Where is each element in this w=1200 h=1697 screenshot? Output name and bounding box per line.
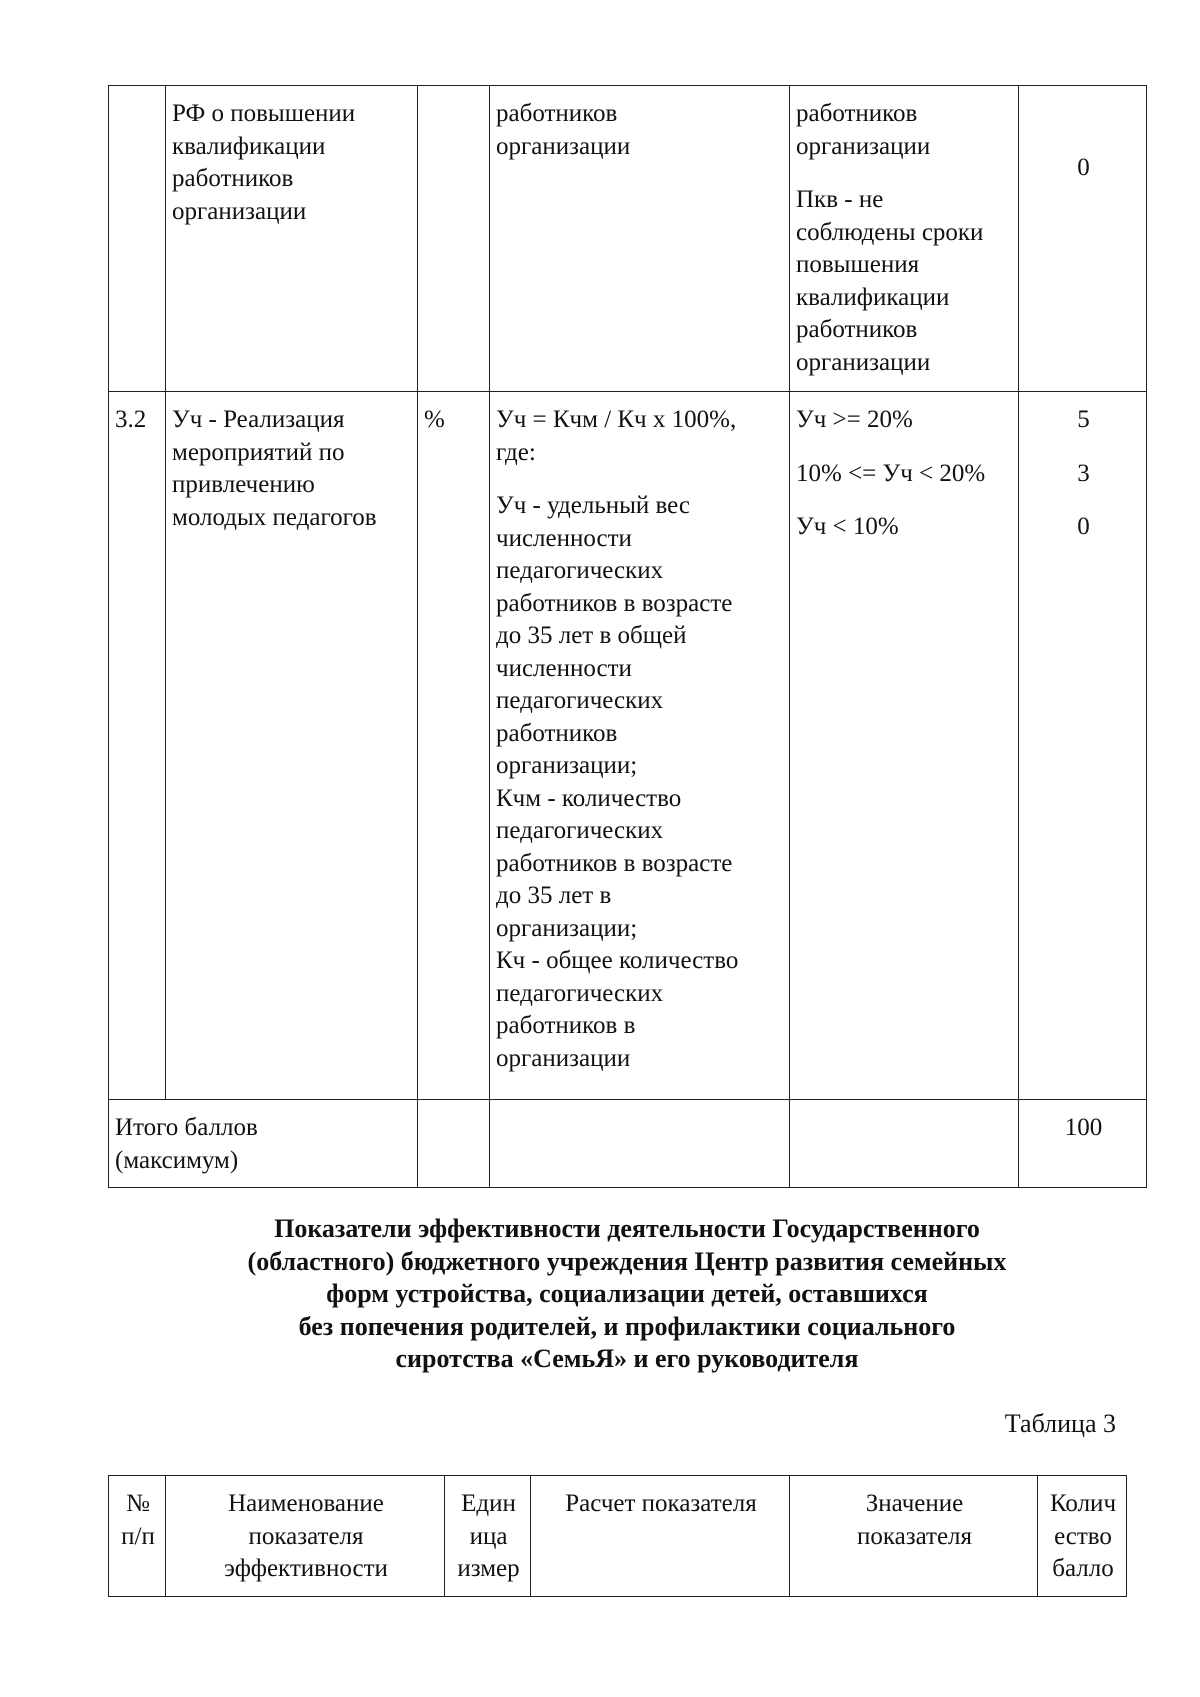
header-num: № п/п [109,1476,166,1597]
table-3-header [108,1475,1127,1597]
unit-cell [418,1100,490,1188]
row-num-cell: 3.2 [109,392,166,1100]
header-value: Значение показателя [790,1476,1038,1597]
heading-line: без попечения родителей, и профилактики социального [298,1311,956,1341]
value-line: Пкв - не соблюдены сроки повышения квалификации работников организации [796,186,984,376]
section-heading [108,1213,1146,1376]
score-cell [1019,392,1147,1100]
score-line: 0 [1077,153,1090,181]
value-cell [790,86,1019,392]
value-line: Уч >= 20% [796,406,913,433]
total-score-cell: 100 [1019,1100,1147,1188]
table-row-total [109,1100,1147,1188]
score-line: 0 [1077,513,1090,540]
value-line: 10% <= Уч < 20% [796,459,986,487]
table-number-label: Таблица 3 [1004,1409,1116,1438]
table-row [109,392,1147,1100]
heading-line: (областного) бюджетного учреждения Центр развития семейных [247,1246,1007,1276]
table-header-row [109,1476,1127,1597]
formula-definitions: Уч - удельный вес численности педагогических работников в возрасте до 35 лет в общей численности педагогических работников организации; Кчм - количество педагогических работников в возрасте до 35 лет в организации; Кч - общее количество педагогических работников в организации [496,492,739,1072]
calculation-cell [490,1100,790,1188]
header-calc: Расчет показателя [531,1476,790,1597]
heading-line: форм устройства, социализации детей, оставшихся [326,1279,928,1308]
total-label-cell: Итого баллов (максимум) [109,1100,418,1188]
formula-text: Уч = Кчм / Кч x 100%, где: [496,406,737,466]
header-unit: Един ица измер [445,1476,531,1597]
unit-cell [418,86,490,392]
unit-cell: % [418,392,490,1100]
indicator-name-cell: Уч - Реализация мероприятий по привлечению молодых педагогов [166,392,418,1100]
score-line: 5 [1077,406,1090,433]
indicators-table-continued [108,85,1147,1188]
heading-line: сиротства «СемьЯ» и его руководителя [395,1344,859,1373]
table-row [109,86,1147,392]
calculation-cell [490,392,790,1100]
header-name: Наименование показателя эффективности [166,1476,445,1597]
score-line: 3 [1077,459,1090,487]
score-cell [1019,86,1147,392]
header-score: Колич ество балло [1038,1476,1127,1597]
value-cell [790,1100,1019,1188]
value-line: Уч < 10% [796,513,899,540]
score-line [1025,98,1142,131]
calculation-cell: работников организации [490,86,790,392]
row-num-cell [109,86,166,392]
value-cell [790,392,1019,1100]
heading-line: Показатели эффективности деятельности Государственного [274,1214,980,1243]
value-line: работников организации [796,100,931,160]
indicator-name-cell: РФ о повышении квалификации работников организации [166,86,418,392]
